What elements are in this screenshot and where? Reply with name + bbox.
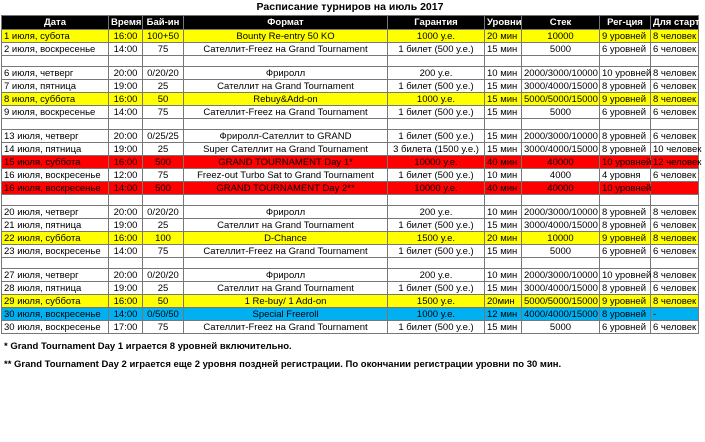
- cell-levels: 20 мин: [485, 232, 522, 245]
- cell-date: 16 июля, воскресенье: [2, 182, 109, 195]
- table-row: [2, 156, 699, 169]
- cell-stack: 2000/3000/10000: [522, 206, 600, 219]
- cell-date: 2 июля, воскресенье: [2, 43, 109, 56]
- spacer-cell: [184, 119, 388, 130]
- cell-guarantee: 1 билет (500 у.е.): [388, 106, 485, 119]
- table-row: [2, 295, 699, 308]
- table-row: [2, 43, 699, 56]
- cell-time: 20:00: [109, 206, 143, 219]
- cell-format: Сателлит-Freez на Grand Tournament: [184, 43, 388, 56]
- spacer-cell: [109, 56, 143, 67]
- cell-stack: 5000: [522, 321, 600, 334]
- cell-time: 19:00: [109, 282, 143, 295]
- cell-registration: 8 уровней: [600, 143, 651, 156]
- cell-buyin: 75: [143, 106, 184, 119]
- cell-guarantee: 1000 у.е.: [388, 308, 485, 321]
- cell-levels: 15 мин: [485, 80, 522, 93]
- spacer-cell: [143, 195, 184, 206]
- cell-format: Сателлит на Grand Tournament: [184, 80, 388, 93]
- footnote-day2: ** Grand Tournament Day 2 играется еще 2 уровня поздней регистрации. По окончании регистрации уровни по 30 мин.: [4, 359, 562, 370]
- cell-date: 8 июля, суббота: [2, 93, 109, 106]
- cell-guarantee: 10000 у.е.: [388, 156, 485, 169]
- cell-registration: 9 уровней: [600, 232, 651, 245]
- cell-date: 6 июля, четверг: [2, 67, 109, 80]
- cell-registration: 10 уровней: [600, 156, 651, 169]
- cell-buyin: 500: [143, 156, 184, 169]
- cell-registration: 9 уровней: [600, 93, 651, 106]
- cell-registration: 8 уровней: [600, 80, 651, 93]
- cell-buyin: 0/20/20: [143, 206, 184, 219]
- cell-levels: 15 мин: [485, 43, 522, 56]
- cell-date: 9 июля, воскресенье: [2, 106, 109, 119]
- spacer-cell: [485, 56, 522, 67]
- cell-guarantee: 1 билет (500 у.е.): [388, 169, 485, 182]
- table-row: [2, 282, 699, 295]
- cell-guarantee: 1 билет (500 у.е.): [388, 282, 485, 295]
- cell-stack: 5000/5000/15000: [522, 93, 600, 106]
- cell-time: 12:00: [109, 169, 143, 182]
- cell-min-players: 6 человек: [651, 80, 699, 93]
- header-guarantee: Гарантия: [388, 16, 485, 30]
- spacer-cell: [2, 195, 109, 206]
- table-row: [2, 219, 699, 232]
- cell-min-players: 8 человек: [651, 67, 699, 80]
- spacer-row: [2, 119, 699, 130]
- cell-date: 14 июля, пятница: [2, 143, 109, 156]
- cell-stack: 40000: [522, 156, 600, 169]
- spacer-cell: [522, 195, 600, 206]
- spacer-cell: [651, 119, 699, 130]
- spacer-cell: [2, 56, 109, 67]
- cell-levels: 40 мин: [485, 182, 522, 195]
- cell-stack: 4000: [522, 169, 600, 182]
- cell-min-players: 8 человек: [651, 93, 699, 106]
- cell-guarantee: 3 билета (1500 у.е.): [388, 143, 485, 156]
- cell-time: 16:00: [109, 295, 143, 308]
- cell-buyin: 50: [143, 93, 184, 106]
- table-row: [2, 206, 699, 219]
- spacer-cell: [143, 119, 184, 130]
- cell-guarantee: 1000 у.е.: [388, 30, 485, 43]
- header-buyin: Бай-ин: [143, 16, 184, 30]
- cell-format: Фриролл: [184, 269, 388, 282]
- cell-time: 16:00: [109, 156, 143, 169]
- cell-min-players: 6 человек: [651, 130, 699, 143]
- spacer-cell: [143, 56, 184, 67]
- spacer-cell: [600, 56, 651, 67]
- cell-date: 1 июля, субота: [2, 30, 109, 43]
- cell-stack: 5000: [522, 106, 600, 119]
- cell-time: 19:00: [109, 143, 143, 156]
- cell-format: Фриролл: [184, 206, 388, 219]
- spacer-cell: [2, 258, 109, 269]
- spacer-row: [2, 56, 699, 67]
- spacer-cell: [600, 195, 651, 206]
- table-row: [2, 93, 699, 106]
- cell-time: 14:00: [109, 308, 143, 321]
- cell-time: 16:00: [109, 232, 143, 245]
- cell-stack: 5000: [522, 245, 600, 258]
- spacer-cell: [651, 195, 699, 206]
- cell-buyin: 500: [143, 182, 184, 195]
- cell-time: 17:00: [109, 321, 143, 334]
- cell-registration: 6 уровней: [600, 106, 651, 119]
- cell-min-players: 6 человек: [651, 321, 699, 334]
- cell-stack: 2000/3000/10000: [522, 67, 600, 80]
- cell-levels: 20 мин: [485, 30, 522, 43]
- cell-levels: 15 мин: [485, 219, 522, 232]
- cell-guarantee: 1 билет (500 у.е.): [388, 130, 485, 143]
- cell-registration: 8 уровней: [600, 130, 651, 143]
- cell-format: 1 Re-buy/ 1 Add-on: [184, 295, 388, 308]
- spacer-cell: [485, 195, 522, 206]
- cell-time: 20:00: [109, 269, 143, 282]
- cell-buyin: 25: [143, 219, 184, 232]
- spacer-cell: [388, 56, 485, 67]
- cell-stack: 5000/5000/15000: [522, 295, 600, 308]
- cell-format: Сателлит-Freez на Grand Tournament: [184, 245, 388, 258]
- spacer-row: [2, 195, 699, 206]
- schedule-title: Расписание турниров на июль 2017: [256, 1, 444, 13]
- table-row: [2, 232, 699, 245]
- spacer-cell: [184, 56, 388, 67]
- cell-time: 14:00: [109, 43, 143, 56]
- table-row: [2, 308, 699, 321]
- header-row: [2, 16, 699, 30]
- header-min-players: Для старта: [651, 16, 699, 30]
- schedule-body: [2, 16, 705, 334]
- cell-time: 19:00: [109, 80, 143, 93]
- cell-min-players: 6 человек: [651, 219, 699, 232]
- spacer-cell: [651, 258, 699, 269]
- cell-format: GRAND TOURNAMENT Day 1*: [184, 156, 388, 169]
- cell-guarantee: 1 билет (500 у.е.): [388, 219, 485, 232]
- footnote-day1: * Grand Tournament Day 1 играется 8 уровней включительно.: [4, 341, 292, 352]
- cell-registration: 9 уровней: [600, 30, 651, 43]
- spacer-cell: [109, 195, 143, 206]
- cell-buyin: 100: [143, 232, 184, 245]
- cell-buyin: 50: [143, 295, 184, 308]
- cell-min-players: 6 человек: [651, 282, 699, 295]
- cell-buyin: 75: [143, 169, 184, 182]
- cell-levels: 12 мин: [485, 308, 522, 321]
- cell-levels: 15 мин: [485, 130, 522, 143]
- cell-stack: 3000/4000/15000: [522, 282, 600, 295]
- cell-min-players: 12 человек: [651, 156, 699, 169]
- cell-stack: 2000/3000/10000: [522, 269, 600, 282]
- cell-guarantee: 10000 у.е.: [388, 182, 485, 195]
- cell-guarantee: 1 билет (500 у.е.): [388, 43, 485, 56]
- cell-min-players: 6 человек: [651, 106, 699, 119]
- cell-stack: 10000: [522, 232, 600, 245]
- cell-date: 7 июля, пятница: [2, 80, 109, 93]
- cell-buyin: 75: [143, 245, 184, 258]
- cell-format: Сателлит-Freez на Grand Tournament: [184, 106, 388, 119]
- spacer-cell: [109, 258, 143, 269]
- cell-registration: 9 уровней: [600, 295, 651, 308]
- cell-format: Special Freeroll: [184, 308, 388, 321]
- spacer-cell: [388, 119, 485, 130]
- cell-guarantee: 1000 у.е.: [388, 93, 485, 106]
- cell-time: 16:00: [109, 93, 143, 106]
- cell-levels: 10 мин: [485, 67, 522, 80]
- cell-levels: 40 мин: [485, 156, 522, 169]
- cell-registration: 8 уровней: [600, 308, 651, 321]
- cell-buyin: 25: [143, 282, 184, 295]
- cell-min-players: -: [651, 308, 699, 321]
- cell-guarantee: 1 билет (500 у.е.): [388, 321, 485, 334]
- header-date: Дата: [2, 16, 109, 30]
- cell-min-players: 6 человек: [651, 43, 699, 56]
- cell-min-players: 8 человек: [651, 269, 699, 282]
- header-stack: Стек: [522, 16, 600, 30]
- cell-stack: 4000/4000/15000: [522, 308, 600, 321]
- table-row: [2, 80, 699, 93]
- cell-guarantee: 1500 у.е.: [388, 295, 485, 308]
- cell-date: 30 июля, воскресенье: [2, 308, 109, 321]
- cell-stack: 5000: [522, 43, 600, 56]
- cell-levels: 20мин: [485, 295, 522, 308]
- cell-date: 22 июля, суббота: [2, 232, 109, 245]
- cell-stack: 2000/3000/10000: [522, 130, 600, 143]
- cell-registration: 8 уровней: [600, 219, 651, 232]
- cell-buyin: 100+50: [143, 30, 184, 43]
- cell-buyin: 0/50/50: [143, 308, 184, 321]
- header-registration: Рег-ция: [600, 16, 651, 30]
- cell-stack: 40000: [522, 182, 600, 195]
- table-row: [2, 169, 699, 182]
- spacer-cell: [143, 258, 184, 269]
- table-row: [2, 130, 699, 143]
- table-row: [2, 269, 699, 282]
- cell-format: Сателлит на Grand Tournament: [184, 219, 388, 232]
- cell-registration: 6 уровней: [600, 43, 651, 56]
- spacer-cell: [522, 258, 600, 269]
- cell-guarantee: 1500 у.е.: [388, 232, 485, 245]
- cell-date: 20 июля, четверг: [2, 206, 109, 219]
- cell-registration: 10 уровней: [600, 182, 651, 195]
- cell-buyin: 75: [143, 321, 184, 334]
- spacer-cell: [522, 56, 600, 67]
- cell-registration: 6 уровней: [600, 321, 651, 334]
- cell-levels: 10 мин: [485, 269, 522, 282]
- cell-min-players: 10 человек: [651, 143, 699, 156]
- cell-levels: 15 мин: [485, 93, 522, 106]
- header-time: Время: [109, 16, 143, 30]
- cell-format: Фриролл-Сателлит to GRAND: [184, 130, 388, 143]
- table-row: [2, 30, 699, 43]
- cell-format: Bounty Re-entry 50 KO: [184, 30, 388, 43]
- table-row: [2, 321, 699, 334]
- cell-levels: 15 мин: [485, 282, 522, 295]
- cell-format: Сателлит на Grand Tournament: [184, 282, 388, 295]
- cell-min-players: [651, 182, 699, 195]
- header-format: Формат: [184, 16, 388, 30]
- cell-min-players: 8 человек: [651, 232, 699, 245]
- cell-guarantee: 1 билет (500 у.е.): [388, 80, 485, 93]
- schedule-table: [1, 15, 705, 334]
- cell-buyin: 0/25/25: [143, 130, 184, 143]
- cell-buyin: 0/20/20: [143, 67, 184, 80]
- cell-min-players: 6 человек: [651, 169, 699, 182]
- spacer-cell: [184, 195, 388, 206]
- cell-date: 28 июля, пятница: [2, 282, 109, 295]
- spacer-cell: [388, 195, 485, 206]
- cell-levels: 10 мин: [485, 206, 522, 219]
- cell-date: 30 июля, воскресенье: [2, 321, 109, 334]
- cell-registration: 8 уровней: [600, 282, 651, 295]
- cell-levels: 15 мин: [485, 106, 522, 119]
- table-row: [2, 67, 699, 80]
- cell-time: 14:00: [109, 106, 143, 119]
- cell-format: Freez-out Turbo Sat to Grand Tournament: [184, 169, 388, 182]
- cell-date: 27 июля, четверг: [2, 269, 109, 282]
- cell-registration: 8 уровней: [600, 206, 651, 219]
- cell-buyin: 25: [143, 143, 184, 156]
- cell-levels: 10 мин: [485, 169, 522, 182]
- cell-time: 19:00: [109, 219, 143, 232]
- cell-registration: 10 уровней: [600, 269, 651, 282]
- cell-buyin: 75: [143, 43, 184, 56]
- spacer-cell: [109, 119, 143, 130]
- cell-guarantee: 200 у.е.: [388, 269, 485, 282]
- cell-date: 29 июля, суббота: [2, 295, 109, 308]
- footnotes: [0, 340, 700, 371]
- cell-format: Фриролл: [184, 67, 388, 80]
- cell-registration: 6 уровней: [600, 245, 651, 258]
- cell-format: GRAND TOURNAMENT Day 2**: [184, 182, 388, 195]
- cell-time: 16:00: [109, 30, 143, 43]
- cell-guarantee: 1 билет (500 у.е.): [388, 245, 485, 258]
- cell-min-players: 8 человек: [651, 30, 699, 43]
- spacer-cell: [522, 119, 600, 130]
- spacer-cell: [651, 56, 699, 67]
- cell-guarantee: 200 у.е.: [388, 206, 485, 219]
- cell-stack: 3000/4000/15000: [522, 80, 600, 93]
- cell-stack: 10000: [522, 30, 600, 43]
- cell-time: 20:00: [109, 130, 143, 143]
- table-row: [2, 106, 699, 119]
- spacer-cell: [2, 119, 109, 130]
- cell-format: Super Сателлит на Grand Tournament: [184, 143, 388, 156]
- cell-levels: 15 мин: [485, 321, 522, 334]
- spacer-row: [2, 258, 699, 269]
- table-row: [2, 182, 699, 195]
- cell-date: 21 июля, пятница: [2, 219, 109, 232]
- spacer-cell: [485, 119, 522, 130]
- cell-stack: 3000/4000/15000: [522, 219, 600, 232]
- cell-date: 23 июля, воскресенье: [2, 245, 109, 258]
- cell-levels: 15 мин: [485, 245, 522, 258]
- spacer-cell: [600, 258, 651, 269]
- spacer-cell: [485, 258, 522, 269]
- cell-format: Rebuy&Add-on: [184, 93, 388, 106]
- cell-date: 15 июля, суббота: [2, 156, 109, 169]
- cell-min-players: 6 человек: [651, 245, 699, 258]
- cell-registration: 10 уровней: [600, 67, 651, 80]
- cell-time: 20:00: [109, 67, 143, 80]
- header-levels: Уровни: [485, 16, 522, 30]
- spacer-cell: [600, 119, 651, 130]
- cell-time: 14:00: [109, 182, 143, 195]
- cell-format: Сателлит-Freez на Grand Tournament: [184, 321, 388, 334]
- cell-min-players: 8 человек: [651, 295, 699, 308]
- cell-registration: 4 уровня: [600, 169, 651, 182]
- cell-buyin: 0/20/20: [143, 269, 184, 282]
- table-row: [2, 143, 699, 156]
- cell-levels: 15 мин: [485, 143, 522, 156]
- cell-date: 16 июля, воскресенье: [2, 169, 109, 182]
- cell-format: D-Chance: [184, 232, 388, 245]
- spacer-cell: [388, 258, 485, 269]
- table-row: [2, 245, 699, 258]
- cell-date: 13 июля, четверг: [2, 130, 109, 143]
- cell-buyin: 25: [143, 80, 184, 93]
- cell-time: 14:00: [109, 245, 143, 258]
- cell-min-players: 8 человек: [651, 206, 699, 219]
- spacer-cell: [184, 258, 388, 269]
- cell-stack: 3000/4000/15000: [522, 143, 600, 156]
- cell-guarantee: 200 у.е.: [388, 67, 485, 80]
